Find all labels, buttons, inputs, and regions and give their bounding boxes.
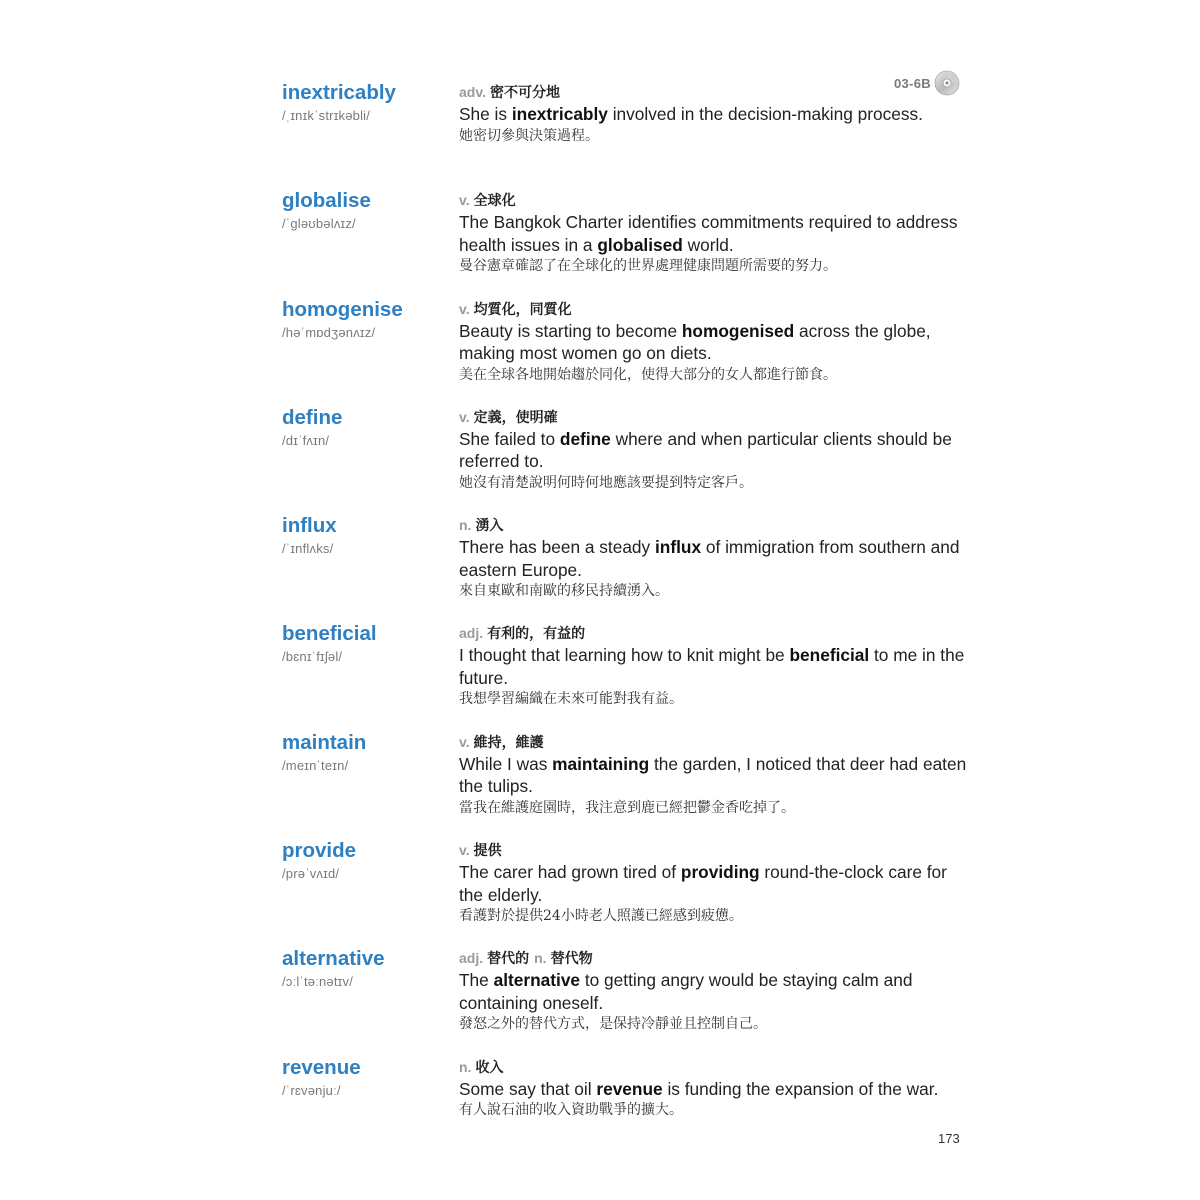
example-sentence xyxy=(459,428,969,473)
headword-block xyxy=(282,188,452,232)
part-of-speech: v. xyxy=(459,408,470,425)
sense-line xyxy=(459,406,969,428)
headword-block xyxy=(282,1055,452,1099)
phonetic-transcription: /ˌɪnɪkˈstrɪkəbli/ xyxy=(282,108,371,123)
example-before: She is xyxy=(459,104,512,124)
entry-alternative xyxy=(282,946,972,1054)
headword-block xyxy=(282,513,452,557)
sense-line xyxy=(459,298,969,320)
entry-provide xyxy=(282,838,972,946)
chinese-gloss: 密不可分地 xyxy=(489,84,560,100)
example-sentence xyxy=(459,103,969,126)
entry-revenue xyxy=(282,1055,972,1163)
chinese-gloss: 提供 xyxy=(473,842,502,859)
definition-block xyxy=(459,513,969,602)
example-after: across the globe, making most women go on diets. xyxy=(459,320,931,364)
example-after: of immigration from southern and eastern Europe. xyxy=(459,537,960,580)
example-sentence xyxy=(459,1078,969,1101)
chinese-gloss: 湧入 xyxy=(475,517,504,534)
example-before: The Bangkok Charter identifies commitments required to address health issues in a xyxy=(459,212,958,255)
chinese-translation: 發怒之外的替代方式，是保持冷靜並且控制自己。 xyxy=(459,1016,767,1033)
definition-block xyxy=(459,188,969,277)
chinese-gloss: 有利的，有益的 xyxy=(487,625,586,642)
example-sentence xyxy=(459,536,969,581)
example-after: world. xyxy=(682,234,734,255)
example-keyword: revenue xyxy=(596,1078,663,1099)
headword-block xyxy=(282,621,452,665)
headword-block xyxy=(282,297,452,341)
example-sentence xyxy=(459,753,969,798)
sense-line xyxy=(459,947,969,969)
entry-globalise xyxy=(282,188,972,296)
headword: homogenise xyxy=(282,297,403,321)
example-keyword: providing xyxy=(680,862,760,883)
example-keyword: globalised xyxy=(597,234,683,255)
sense-line xyxy=(459,514,969,536)
example-before: While I was xyxy=(459,753,553,774)
part-of-speech: adj. xyxy=(459,625,484,642)
example-keyword: define xyxy=(559,428,611,449)
part-of-speech: n. xyxy=(534,950,547,967)
headword: revenue xyxy=(282,1055,361,1079)
definition-block xyxy=(459,297,969,386)
headword: inextricably xyxy=(282,81,396,104)
example-after: the garden, I noticed that deer had eaten the tulips. xyxy=(459,753,967,797)
example-before: She failed to xyxy=(459,428,560,449)
headword-block xyxy=(282,405,452,449)
chinese-gloss: 維持，維護 xyxy=(473,733,544,750)
chinese-gloss: 均質化，同質化 xyxy=(473,300,572,317)
example-sentence xyxy=(459,211,969,256)
definition-block xyxy=(459,730,969,819)
entry-maintain xyxy=(282,730,972,838)
chinese-translation: 她沒有清楚說明何時何地應該要提到特定客戶。 xyxy=(459,474,753,491)
chinese-translation: 看護對於提供24小時老人照護已經感到疲憊。 xyxy=(459,908,743,925)
headword: influx xyxy=(282,514,337,538)
example-after: to getting angry would be staying calm and containing oneself. xyxy=(459,970,913,1013)
entry-inextricably xyxy=(282,80,972,188)
example-keyword: beneficial xyxy=(789,645,870,666)
chinese-gloss: 全球化 xyxy=(473,192,516,209)
chinese-gloss: 替代的 xyxy=(487,950,530,967)
phonetic-transcription: /prəˈvʌɪd/ xyxy=(282,866,340,882)
example-sentence xyxy=(459,644,969,689)
example-sentence xyxy=(459,320,969,365)
example-before: The carer had grown tired of xyxy=(459,862,681,883)
chinese-translation: 美在全球各地開始趨於同化，使得大部分的女人都進行節食。 xyxy=(459,366,837,383)
example-keyword: homogenised xyxy=(681,320,795,341)
headword: define xyxy=(282,405,343,429)
phonetic-transcription: /ˈɪnflʌks/ xyxy=(282,541,334,557)
sense-line xyxy=(459,731,969,753)
sense-line xyxy=(459,81,969,103)
example-after: round-the-clock care for the elderly. xyxy=(459,862,947,905)
definition-block xyxy=(459,946,969,1035)
headword: globalise xyxy=(282,189,371,213)
example-keyword: inextricably xyxy=(511,104,608,124)
example-before: I thought that learning how to knit might be xyxy=(459,645,790,666)
example-keyword: maintaining xyxy=(552,753,650,774)
headword: provide xyxy=(282,839,357,863)
headword: maintain xyxy=(282,730,367,754)
definition-block xyxy=(459,1055,969,1122)
example-before: The xyxy=(459,970,494,991)
example-before: Some say that oil xyxy=(459,1078,597,1099)
phonetic-transcription: /dɪˈfʌɪn/ xyxy=(282,432,330,448)
sense-line xyxy=(459,839,969,861)
part-of-speech: v. xyxy=(459,192,470,209)
entry-homogenise xyxy=(282,297,972,405)
phonetic-transcription: /ˈrɛvənjuː/ xyxy=(282,1082,341,1098)
headword-block xyxy=(282,80,452,124)
entry-list xyxy=(282,80,972,1163)
chinese-translation: 她密切參與決策過程。 xyxy=(459,127,599,144)
part-of-speech: n. xyxy=(459,517,472,534)
part-of-speech: v. xyxy=(459,733,470,750)
definition-block xyxy=(459,621,969,710)
definition-block xyxy=(459,80,969,147)
sense-line xyxy=(459,622,969,644)
headword-block xyxy=(282,946,452,990)
part-of-speech: adj. xyxy=(459,950,484,967)
chinese-translation: 有人說石油的收入資助戰爭的擴大。 xyxy=(459,1102,683,1119)
example-before: There has been a steady xyxy=(459,537,655,558)
headword: alternative xyxy=(282,947,385,971)
part-of-speech: v. xyxy=(459,300,470,317)
phonetic-transcription: /ɔːlˈtəːnətɪv/ xyxy=(282,974,354,990)
example-after: to me in the future. xyxy=(459,645,965,688)
headword: beneficial xyxy=(282,622,377,646)
entry-influx xyxy=(282,513,972,621)
example-after: is funding the expansion of the war. xyxy=(662,1078,939,1099)
phonetic-transcription: /bɛnɪˈfɪʃəl/ xyxy=(282,649,343,665)
sense-line xyxy=(459,1056,969,1078)
chinese-translation: 來自東歐和南歐的移民持續湧入。 xyxy=(459,583,669,600)
example-keyword: influx xyxy=(654,537,702,558)
page-number: 173 xyxy=(938,1131,960,1146)
example-keyword: alternative xyxy=(493,970,581,991)
example-after: where and when particular clients should be referred to. xyxy=(459,428,952,472)
chinese-gloss: 定義，使明確 xyxy=(473,408,558,425)
definition-block xyxy=(459,838,969,927)
sense-line xyxy=(459,189,969,211)
phonetic-transcription: /həˈmɒdʒənʌɪz/ xyxy=(282,324,376,340)
entry-beneficial xyxy=(282,621,972,729)
headword-block xyxy=(282,838,452,882)
chinese-translation: 曼谷憲章確認了在全球化的世界處理健康問題所需要的努力。 xyxy=(459,258,837,275)
example-after: involved in the decision-making process. xyxy=(607,104,923,124)
headword-block xyxy=(282,730,452,774)
chinese-gloss: 收入 xyxy=(475,1058,504,1075)
part-of-speech: n. xyxy=(459,1058,472,1075)
phonetic-transcription: /ˈgləʊbəlʌɪz/ xyxy=(282,216,356,232)
example-sentence xyxy=(459,969,969,1014)
part-of-speech: adv. xyxy=(459,84,486,100)
part-of-speech: v. xyxy=(459,842,470,859)
track-label: 03-6B xyxy=(894,75,931,91)
chinese-translation: 我想學習編織在未來可能對我有益。 xyxy=(459,691,683,708)
chinese-translation: 當我在維護庭園時，我注意到鹿已經把鬱金香吃掉了。 xyxy=(459,799,795,816)
example-before: Beauty is starting to become xyxy=(459,320,682,341)
chinese-gloss: 替代物 xyxy=(550,950,593,967)
phonetic-transcription: /meɪnˈteɪn/ xyxy=(282,757,349,773)
example-sentence xyxy=(459,861,969,906)
entry-define xyxy=(282,405,972,513)
definition-block xyxy=(459,405,969,494)
